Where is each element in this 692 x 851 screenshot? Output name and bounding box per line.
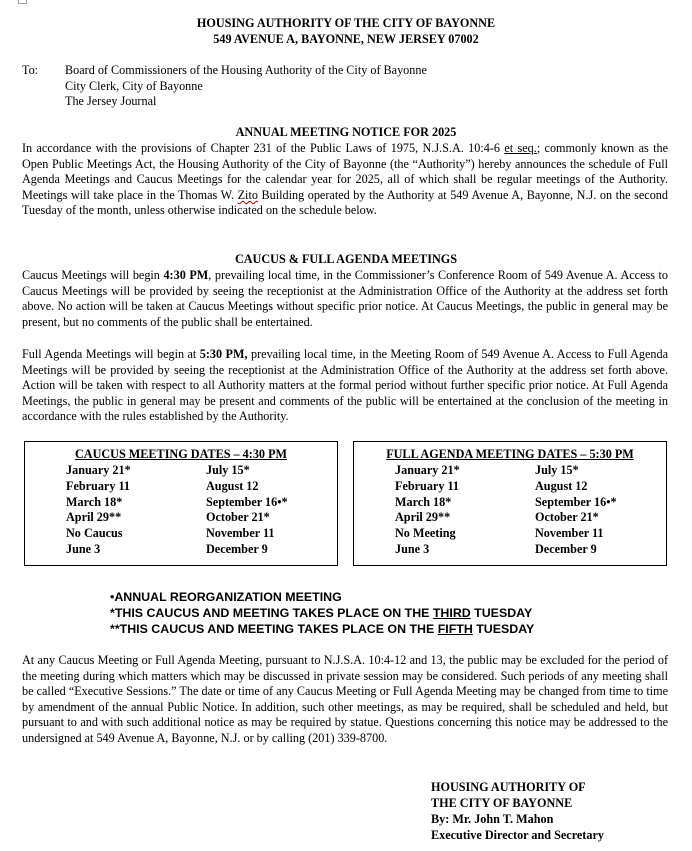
footnote-underlined: THIRD	[432, 606, 471, 620]
full-agenda-paragraph	[22, 347, 668, 425]
date-item: October 21*	[206, 510, 270, 525]
date-item: July 15*	[206, 463, 250, 477]
footnotes	[110, 589, 534, 637]
caucus-dates-title: CAUCUS MEETING DATES – 4:30 PM	[74, 447, 288, 461]
caucus-dates-col1	[66, 463, 131, 558]
date-item: August 12	[206, 478, 259, 493]
et-seq-text: et seq.	[504, 141, 537, 155]
date-item: No Caucus	[66, 526, 123, 541]
date-item: March 18*	[395, 494, 452, 509]
full-agenda-dates-box	[353, 441, 667, 566]
letterhead-name: HOUSING AUTHORITY OF THE CITY OF BAYONNE	[196, 16, 496, 30]
date-item: December 9	[535, 541, 597, 556]
closing-text: At any Caucus Meeting or Full Agenda Meeting, pursuant to N.J.S.A. 10:4-12 and 13, the public may be excluded for the period of the meeting during which matters which may be discussed in private session may be considered. Such periods of any meeting shall be called “Executive Sessions.” The date or time of any Caucus Meeting or Full Agenda Meeting may be changed from time to time by amendment of the annual Public Notice. In addition, such other meetings, as may be required, shall be scheduled and held, but pursuant to and with such additional notice as may be required by statue. Questions concerning this notice may be addressed to the undersigned at 549 Avenue A, Bayonne, N.J. or by calling (201) 339-8700.	[22, 653, 668, 745]
date-item: June 3	[66, 541, 101, 556]
notice-title: ANNUAL MEETING NOTICE FOR 2025	[235, 125, 457, 139]
date-item: December 9	[206, 541, 268, 556]
full-agenda-text: prevailing local time, in the Meeting Room of 549 Avenue A. Access to Full Agenda Meetings will be provided by seeing the receptionist at the Administration Office of the Authority at the address set forth above. Action will be taken with respect to all Authority matters at the formal period without further specific prior notice. At Full Agenda Meetings, the public in general may be present and comments of the public will be entertained at the conclusion of the meeting in accordance with the rules established by the Authority.	[22, 347, 669, 424]
caucus-dates-box	[24, 441, 338, 566]
page-corner-mark	[18, 0, 27, 4]
to-label: To:	[22, 63, 39, 77]
date-item: February 11	[395, 478, 459, 493]
recipients-block	[22, 63, 682, 110]
date-item: September 16•*	[206, 494, 288, 509]
date-item: April 29**	[66, 510, 122, 525]
date-item: August 12	[535, 478, 588, 493]
full-agenda-dates-col1	[395, 463, 460, 558]
caucus-dates-col2	[206, 463, 288, 558]
recipient-line: City Clerk, City of Bayonne	[65, 78, 203, 93]
date-item: January 21*	[395, 463, 460, 477]
date-item: September 16•*	[535, 494, 617, 509]
date-item: No Meeting	[395, 526, 456, 541]
signature-block	[431, 779, 604, 843]
date-item: June 3	[395, 541, 430, 556]
footnote-reorganization: •ANNUAL REORGANIZATION MEETING	[110, 590, 342, 604]
footnote-underlined: FIFTH	[437, 622, 473, 636]
recipient-line: Board of Commissioners of the Housing Authority of the City of Bayonne	[65, 63, 427, 77]
date-item: March 18*	[66, 494, 123, 509]
date-item: April 29**	[395, 510, 451, 525]
letterhead	[0, 15, 692, 47]
full-agenda-dates-col2	[535, 463, 617, 558]
caucus-text: Caucus Meetings will begin	[22, 268, 164, 282]
footnote-text: TUESDAY	[470, 606, 533, 620]
full-agenda-dates-title: FULL AGENDA MEETING DATES – 5:30 PM	[386, 447, 634, 461]
signature-line: Executive Director and Secretary	[431, 828, 604, 842]
notice-text: ; commonly known as the Open Public Meetings Act, the Housing Authority of the City of Bayonne (the “Authority”) hereby announces the schedule of Full Agenda Meetings and Caucus Meetings for the calendar year for 2025, all of which shall be regular meetings of the Authority. Meetings will take place in the Thomas W.	[22, 141, 668, 202]
footnote-third-tuesday	[110, 605, 534, 621]
footnote-fifth-tuesday	[110, 621, 534, 637]
signature-line: THE CITY OF BAYONNE	[431, 796, 573, 810]
date-item: February 11	[66, 478, 130, 493]
date-item: July 15*	[535, 463, 579, 477]
caucus-paragraph	[22, 268, 668, 330]
full-agenda-time: 5:30 PM,	[199, 347, 248, 361]
date-item: November 11	[206, 526, 275, 541]
caucus-section-title: CAUCUS & FULL AGENDA MEETINGS	[234, 252, 458, 266]
closing-paragraph	[22, 653, 668, 747]
caucus-text: , prevailing local time, in the Commissioner’s Conference Room of 549 Avenue A. Access to Caucus Meetings will be provided by seeing the receptionist at the Administration Office of the Authority at the address set forth above. No action will be taken at Caucus Meetings without specific prior notice. At Caucus Meetings, the public in general may be present, but no comments of the public shall be entertained.	[22, 268, 668, 329]
recipient-line: The Jersey Journal	[65, 94, 157, 109]
notice-text: Building operated by the Authority at 549 Avenue A, Bayonne, N.J. on the second Tuesday of the month, unless otherwise indicated on the schedule below.	[22, 187, 668, 218]
signature-line: HOUSING AUTHORITY OF	[431, 780, 586, 794]
footnote-text: TUESDAY	[472, 622, 535, 636]
caucus-time: 4:30 PM	[163, 268, 209, 282]
footnote-text: **THIS CAUCUS AND MEETING TAKES PLACE ON THE	[110, 622, 438, 636]
notice-paragraph	[22, 141, 668, 219]
date-item: October 21*	[535, 510, 599, 525]
full-agenda-text: Full Agenda Meetings will begin at	[22, 347, 200, 361]
date-item: January 21*	[66, 463, 131, 477]
zito-word: Zito	[237, 187, 258, 202]
date-item: November 11	[535, 526, 604, 541]
letterhead-address: 549 AVENUE A, BAYONNE, NEW JERSEY 07002	[213, 32, 479, 46]
signature-line: By: Mr. John T. Mahon	[431, 812, 554, 826]
footnote-text: *THIS CAUCUS AND MEETING TAKES PLACE ON THE	[110, 606, 433, 620]
notice-text: In accordance with the provisions of Chapter 231 of the Public Laws of 1975, N.J.S.A. 10:4-6	[22, 141, 505, 155]
